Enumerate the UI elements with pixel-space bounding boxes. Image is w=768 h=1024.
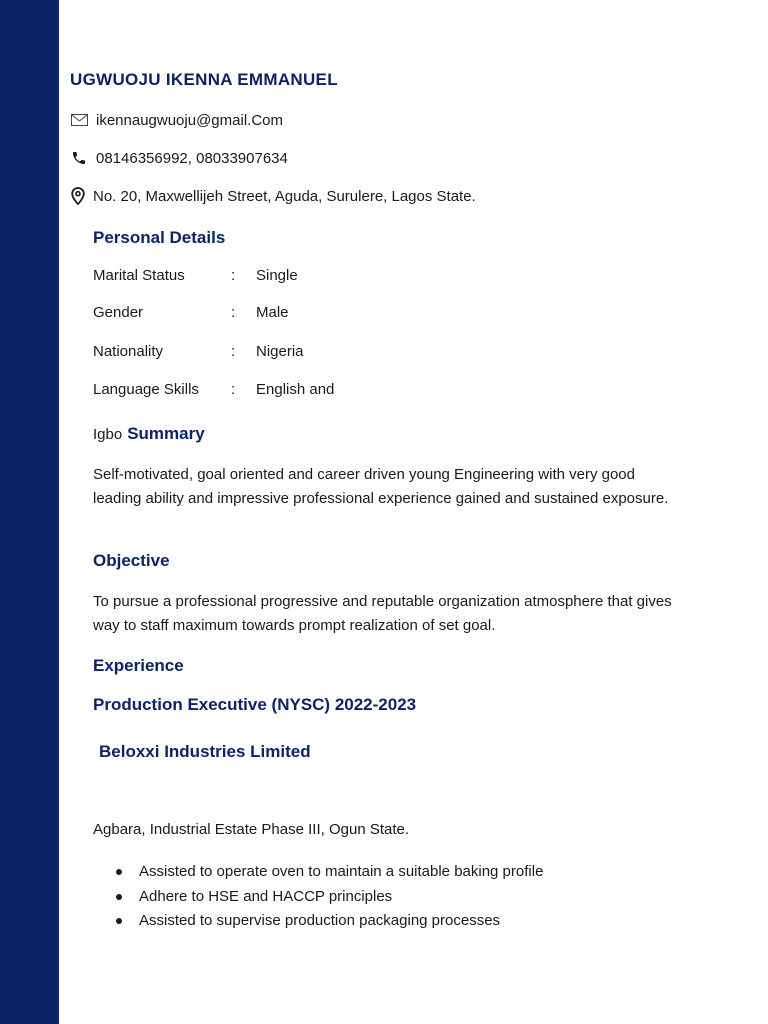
duties-list	[93, 860, 543, 934]
detail-value: Male	[256, 304, 289, 321]
bullet-icon	[116, 918, 122, 924]
detail-row-marital-status	[93, 267, 298, 284]
detail-value: English and	[256, 381, 335, 398]
sidebar-accent-bar	[0, 0, 59, 1024]
detail-value: Nigeria	[256, 343, 304, 360]
detail-label: Marital Status	[93, 267, 185, 284]
summary-heading: Summary	[127, 424, 205, 443]
detail-row-nationality	[93, 343, 304, 360]
list-item	[93, 885, 543, 910]
email-text: ikennaugwuoju@gmail.Com	[96, 111, 283, 129]
map-pin-icon	[70, 187, 86, 205]
phone-icon	[70, 149, 88, 167]
igbo-summary-line	[93, 424, 205, 444]
list-item	[93, 909, 543, 934]
candidate-name: UGWUOJU IKENNA EMMANUEL	[70, 70, 338, 89]
contact-email	[70, 111, 283, 129]
list-item	[93, 860, 543, 885]
job-location: Agbara, Industrial Estate Phase III, Ogun State.	[93, 821, 410, 838]
detail-colon: :	[231, 343, 236, 360]
job-title: Production Executive (NYSC) 2022-2023	[93, 695, 417, 714]
address-text: No. 20, Maxwellijeh Street, Aguda, Surulere, Lagos State.	[93, 187, 476, 205]
detail-colon: :	[231, 381, 236, 398]
duty-text: Adhere to HSE and HACCP principles	[139, 887, 393, 905]
duty-text: Assisted to supervise production packaging processes	[139, 912, 501, 929]
objective-text: To pursue a professional progressive and reputable organization atmosphere that gives way to staff maximum towards prompt realization of set goal.	[93, 593, 672, 634]
personal-details-heading: Personal Details	[93, 228, 226, 247]
detail-row-gender	[93, 304, 289, 321]
phone-text: 08146356992, 08033907634	[96, 149, 288, 167]
detail-colon: :	[231, 267, 236, 284]
objective-heading: Objective	[93, 551, 170, 570]
contact-phone	[70, 149, 288, 167]
duty-text: Assisted to operate oven to maintain a suitable baking profile	[139, 863, 544, 880]
summary-text: Self-motivated, goal oriented and career driven young Engineering with very good leading ability and impressive professional experience gained and sustained exposure.	[93, 466, 669, 507]
detail-row-language-skills	[93, 381, 334, 398]
detail-label: Nationality	[93, 343, 164, 360]
bullet-icon	[116, 894, 122, 900]
envelope-icon	[70, 111, 88, 129]
bullet-icon	[116, 869, 122, 875]
detail-colon: :	[231, 304, 236, 321]
company-name: Beloxxi Industries Limited	[99, 742, 311, 761]
detail-label: Gender	[93, 304, 144, 321]
detail-label: Language Skills	[93, 381, 199, 398]
experience-heading: Experience	[93, 656, 184, 675]
language-overflow-text: Igbo	[93, 426, 123, 443]
detail-value: Single	[256, 267, 298, 284]
contact-address	[70, 187, 476, 205]
